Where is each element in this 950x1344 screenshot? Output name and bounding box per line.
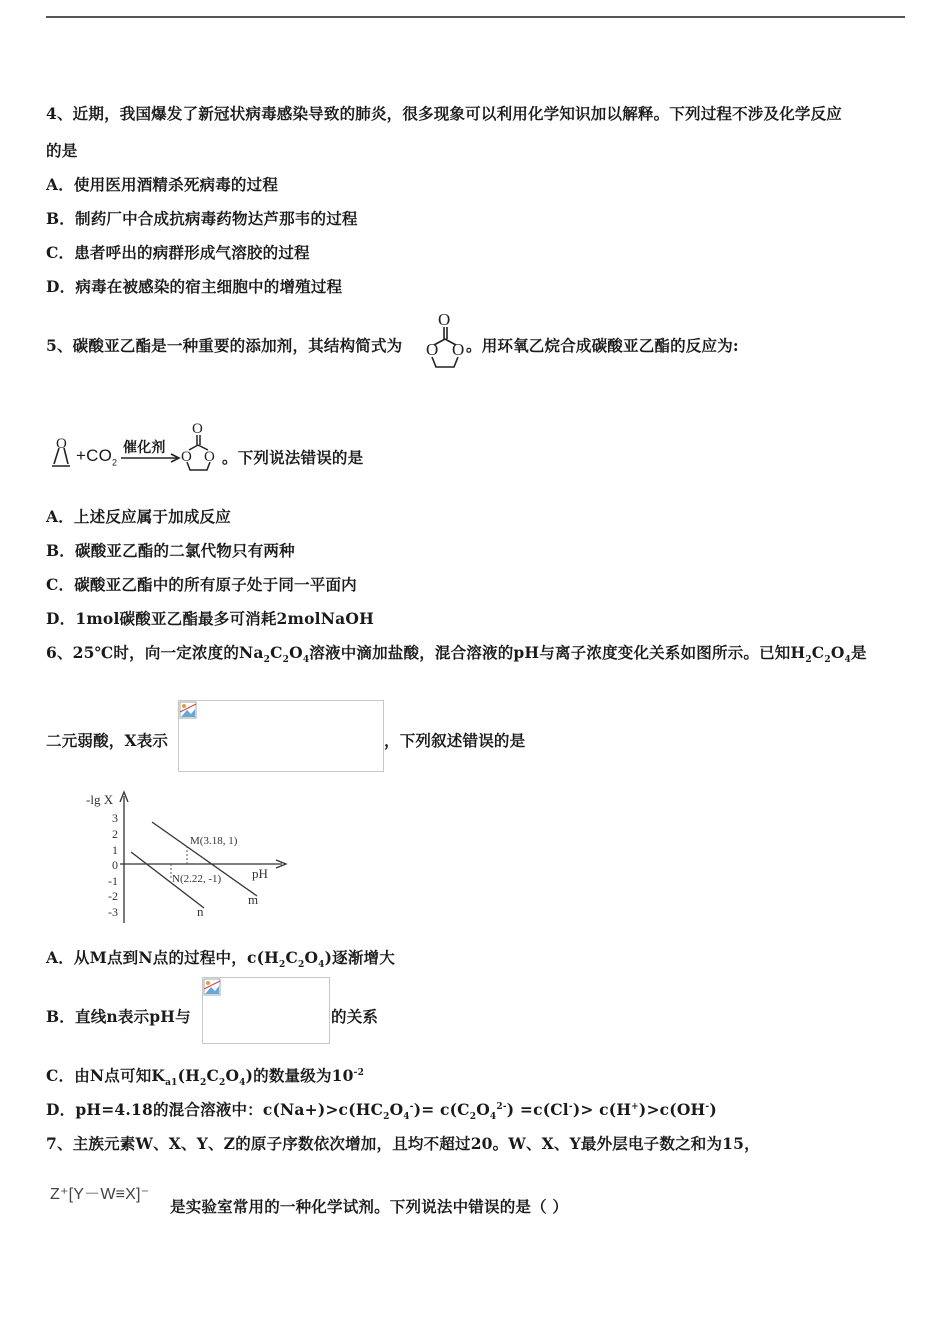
q5-option-d: D．1mol碳酸亚乙酯最多可消耗2molNaOH	[46, 609, 374, 628]
svg-text:O: O	[56, 436, 67, 452]
broken-image-icon	[203, 978, 221, 996]
q5-reaction-tail: 。下列说法错误的是	[222, 448, 364, 467]
q7-formula: Z⁺[Y－W≡X]⁻	[50, 1186, 150, 1203]
q5-option-a: A．上述反应属于加成反应	[46, 507, 231, 526]
line-n-label: n	[197, 904, 204, 919]
ethylene-oxide-structure	[48, 432, 76, 472]
q5-option-b: B．碳酸亚乙酯的二氯代物只有两种	[46, 541, 295, 560]
svg-text:O: O	[438, 310, 451, 329]
y-tick: 0	[112, 858, 118, 872]
q6-stem-line1: 6、25℃时，向一定浓度的$Na_2C_2O_4$溶液中滴加盐酸，混合溶液的pH与离子浓度变化关系如图所示。已知$H_2C_2O_4$是	[46, 643, 867, 666]
y-tick: 1	[112, 843, 118, 857]
ph-graph	[80, 788, 295, 928]
q6-option-c: C．由N点可知$K_{a1}(H_2C_2O_4)$的数量级为$10^{-2}$	[46, 1066, 365, 1089]
q6-option-b-after: 的关系	[331, 1007, 379, 1026]
broken-image-icon	[179, 701, 197, 719]
svg-text:O: O	[192, 421, 203, 437]
point-n-label: N(2.22, -1)	[172, 873, 222, 885]
broken-image-placeholder	[178, 700, 384, 772]
svg-text:O: O	[426, 340, 439, 359]
y-tick: 2	[112, 827, 118, 841]
q4-option-c: C．患者呼出的病群形成气溶胶的过程	[46, 243, 310, 262]
q7-stem-line2: 是实验室常用的一种化学试剂。下列说法中错误的是（ ）	[170, 1197, 569, 1216]
q4-option-d: D．病毒在被感染的宿主细胞中的增殖过程	[46, 277, 343, 296]
q6-stem-line2-after: ，下列叙述错误的是	[384, 731, 526, 750]
svg-text:O: O	[452, 340, 465, 359]
y-tick: -3	[108, 905, 118, 919]
q4-option-a: A．使用医用酒精杀死病毒的过程	[46, 175, 279, 194]
ethylene-carbonate-structure	[424, 307, 470, 371]
q4-stem-line2: 的是	[46, 141, 78, 160]
q6-option-d: D．pH=4.18的混合溶液中：$c(Na+)>c(HC_2O_4^-)= c(C_2O_4^{2-}) =c(Cl^-)> c(H^+)>c(OH^-)$	[46, 1100, 717, 1123]
y-tick: 3	[112, 811, 118, 825]
q5-stem-before: 5、碳酸亚乙酯是一种重要的添加剂，其结构简式为	[46, 336, 403, 355]
q4-option-b: B．制药厂中合成抗病毒药物达芦那韦的过程	[46, 209, 358, 228]
q5-option-c: C．碳酸亚乙酯中的所有原子处于同一平面内	[46, 575, 357, 594]
q4-stem-line1: 4、近期，我国爆发了新冠状病毒感染导致的肺炎，很多现象可以利用化学知识加以解释。下列过程不涉及化学反应	[46, 104, 842, 123]
reaction-arrow-icon	[121, 452, 183, 464]
top-rule	[46, 16, 905, 18]
q6-stem-line2-before: 二元弱酸，X表示	[46, 731, 169, 750]
svg-text:O: O	[204, 449, 215, 465]
y-axis-label: -lg X	[86, 792, 114, 807]
svg-text:O: O	[181, 449, 192, 465]
product-structure	[180, 418, 220, 474]
x-axis-label: pH	[252, 866, 268, 881]
point-m-label: M(3.18, 1)	[190, 835, 238, 847]
y-tick: -2	[108, 889, 118, 903]
q7-stem-line1: 7、主族元素W、X、Y、Z的原子序数依次增加，且均不超过20。W、X、Y最外层电子数之和为15，	[46, 1134, 760, 1153]
broken-image-placeholder	[202, 977, 330, 1044]
q6-option-a: A．从M点到N点的过程中，$c(H_2C_2O_4)$逐渐增大	[46, 948, 395, 971]
q5-stem-after: 。用环氧乙烷合成碳酸亚乙酯的反应为:	[466, 336, 739, 355]
reaction-co2: $+CO_2$	[76, 446, 118, 468]
q6-option-b-before: B．直线n表示pH与	[46, 1007, 191, 1026]
catalyst-label: 催化剂	[123, 440, 166, 456]
line-m-label: m	[248, 892, 259, 907]
y-tick: -1	[108, 874, 118, 888]
